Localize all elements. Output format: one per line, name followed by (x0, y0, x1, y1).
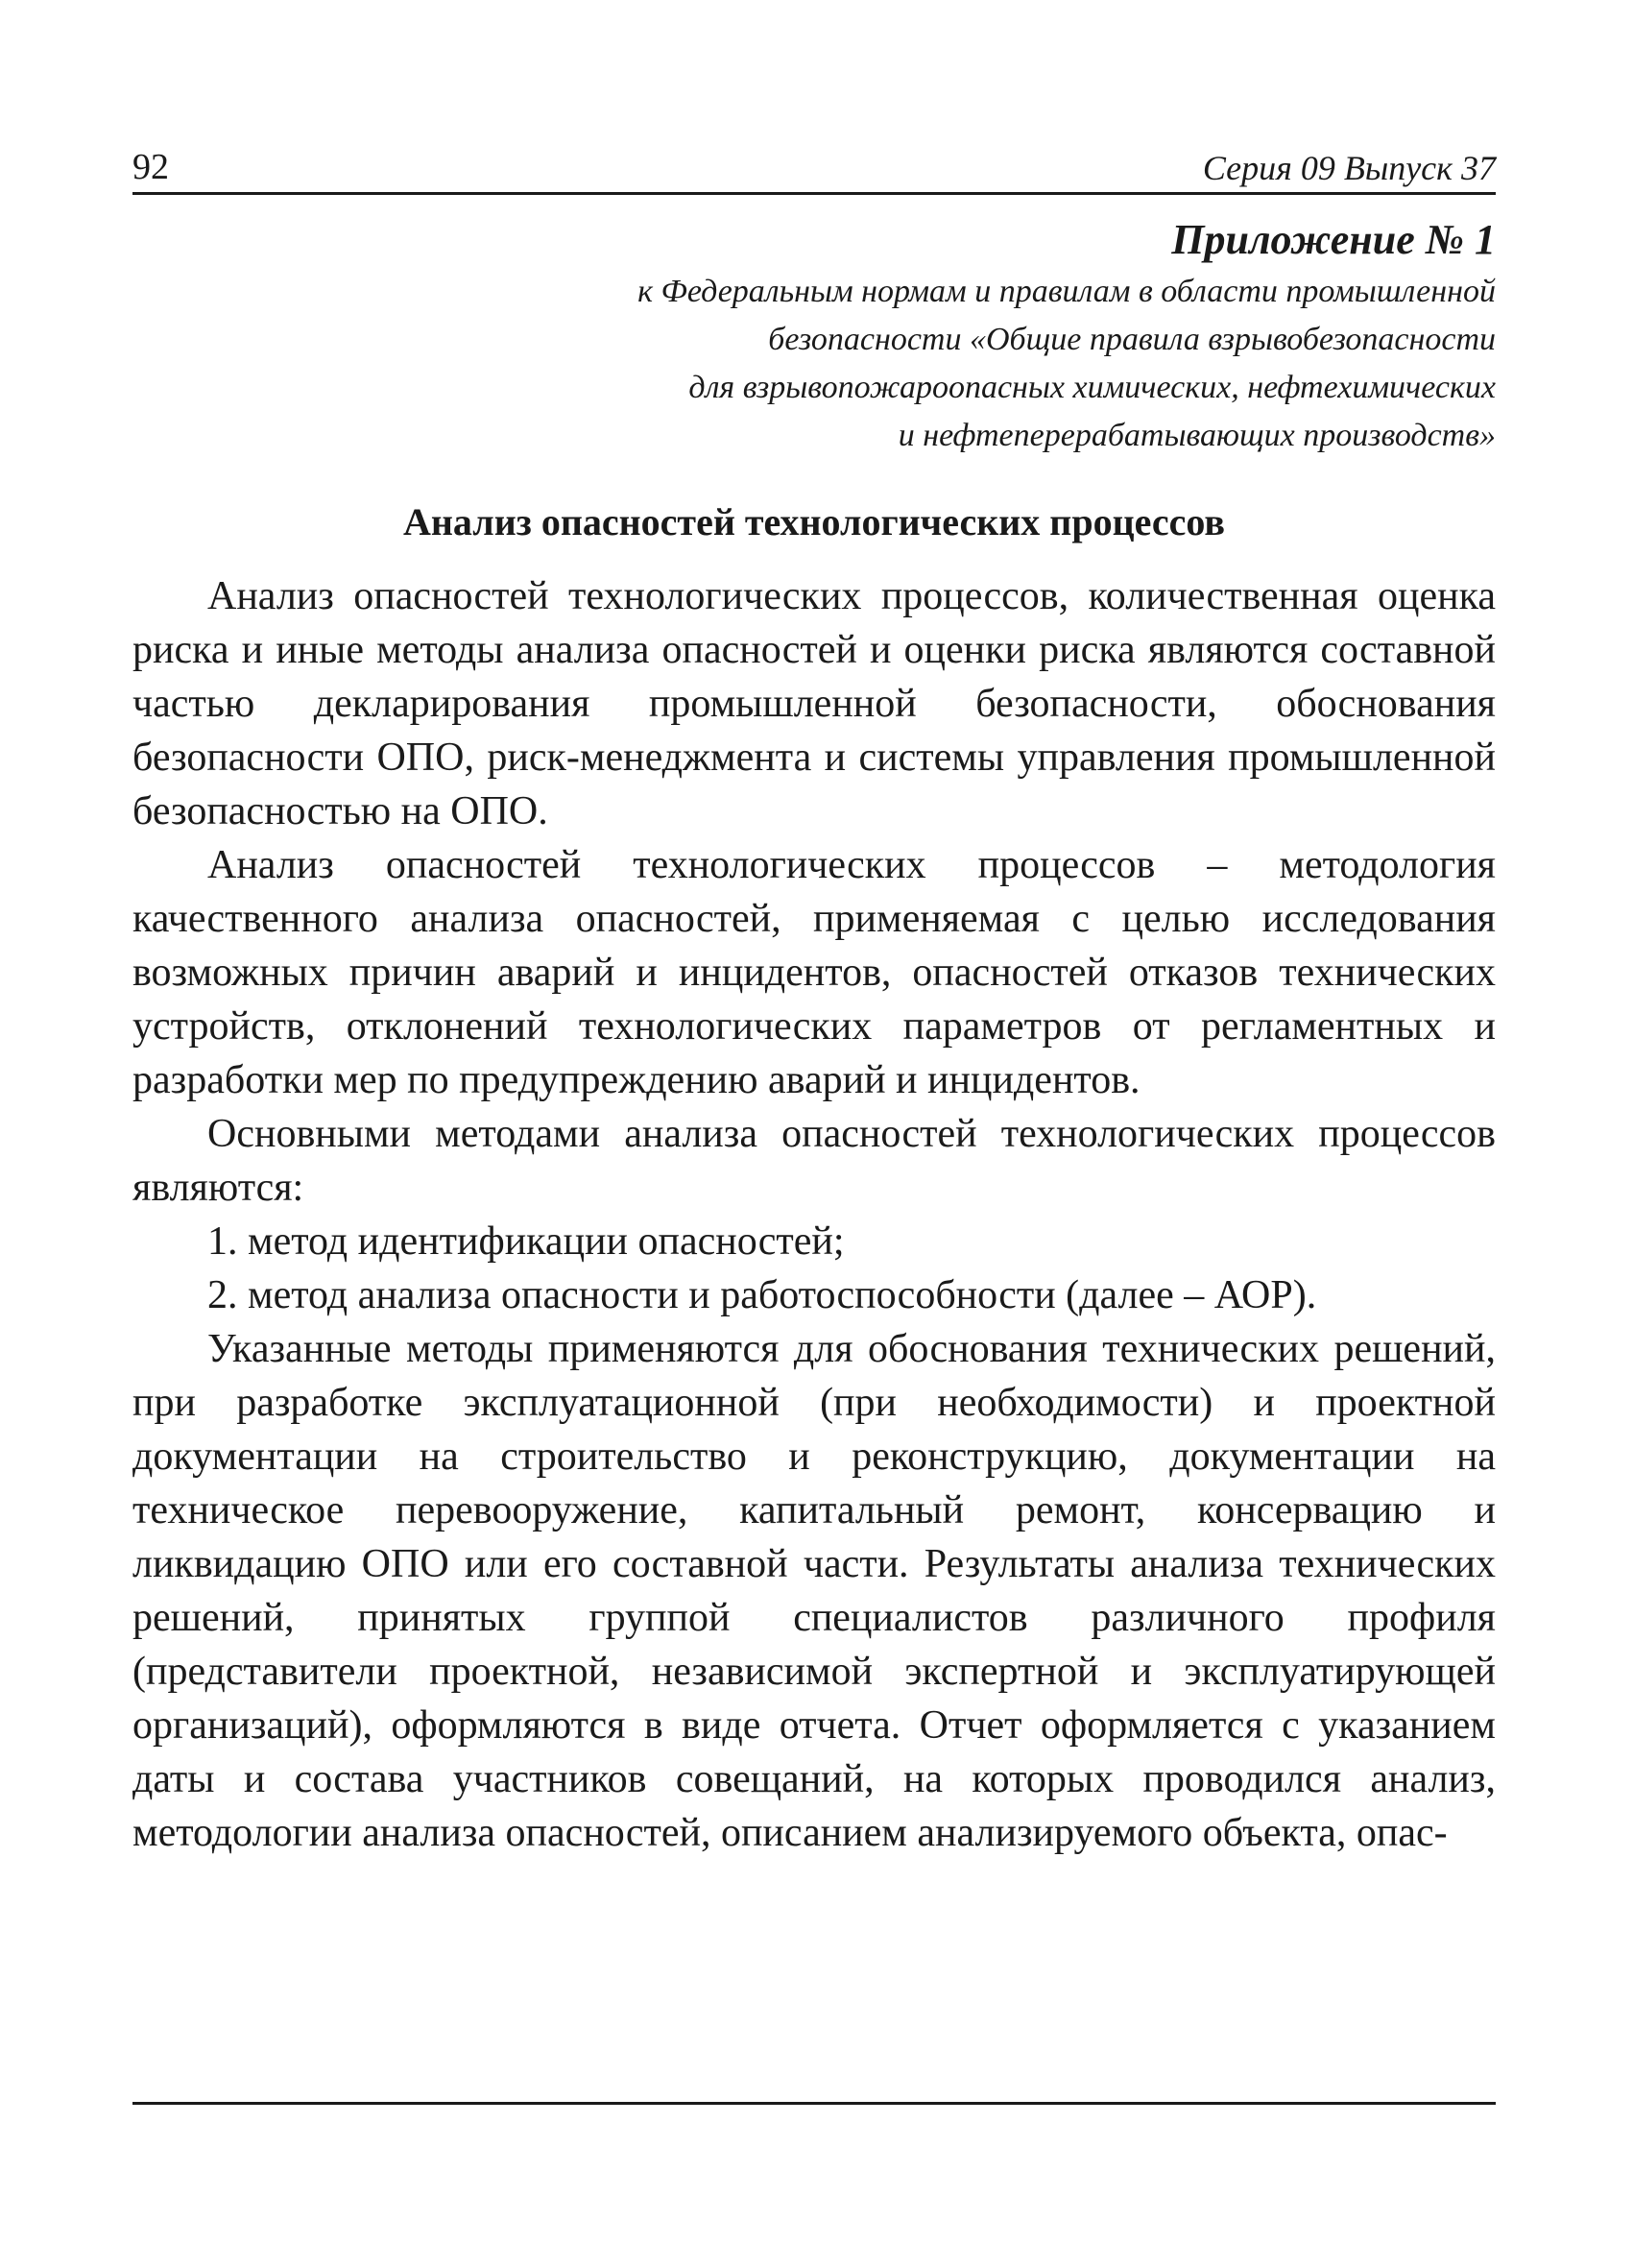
document-page (132, 134, 1496, 1860)
body-text (132, 569, 1496, 1860)
appendix-line: и нефтеперерабатывающих производств» (898, 418, 1496, 453)
paragraph: Указанные методы применяются для обоснования технических решений, при разработке эксплуатационной (при необходимости) и проектной документации на строительство и реконструкцию, документации на техническое перевооружение, капитальный ремонт, консервацию и ликвидацию ОПО или его составной части. Результаты анализа технических решений, принятых группой специалистов различного профиля (представители проектной, независимой экспертной и эксплуатирующей организаций), оформляются в виде отчета. Отчет оформляется с указанием даты и состава участников совещаний, на которых проводился анализ, методологии анализа опасностей, описанием анализируемого объекта, опас- (132, 1327, 1496, 1855)
section-title: Анализ опасностей технологических процессов (402, 500, 1225, 543)
running-header (132, 134, 1496, 195)
page-number: 92 (132, 147, 169, 187)
paragraph: Анализ опасностей технологических процессов – методология качественного анализа опасностей, применяемая с целью исследования возможных причин аварий и инцидентов, опасностей отказов технических устройств, отклонений технологических параметров от регламентных и разработки мер по предупреждению аварий и инцидентов. (132, 843, 1496, 1102)
list-item: 1. метод идентификации опасностей; (207, 1219, 845, 1264)
appendix-line: безопасности «Общие правила взрывобезопасности (768, 322, 1496, 357)
series-issue: Серия 09 Выпуск 37 (1202, 149, 1496, 187)
appendix-title: Приложение № 1 (1171, 216, 1496, 263)
footer-rule (132, 2102, 1496, 2105)
appendix-line: для взрывопожароопасных химических, нефтехимических (688, 370, 1496, 405)
appendix-block (132, 212, 1496, 460)
list-item: 2. метод анализа опасности и работоспособности (далее – АОР). (207, 1273, 1317, 1317)
appendix-line: к Федеральным нормам и правилам в области промышленной (637, 274, 1496, 309)
paragraph: Анализ опасностей технологических процессов, количественная оценка риска и иные методы анализа опасностей и оценки риска являются составной частью декларирования промышленной безопасности, обоснования безопасности ОПО, риск-менеджмента и системы управления промышленной безопасностью на ОПО. (132, 574, 1496, 833)
paragraph: Основными методами анализа опасностей технологических процессов являются: (132, 1112, 1496, 1210)
